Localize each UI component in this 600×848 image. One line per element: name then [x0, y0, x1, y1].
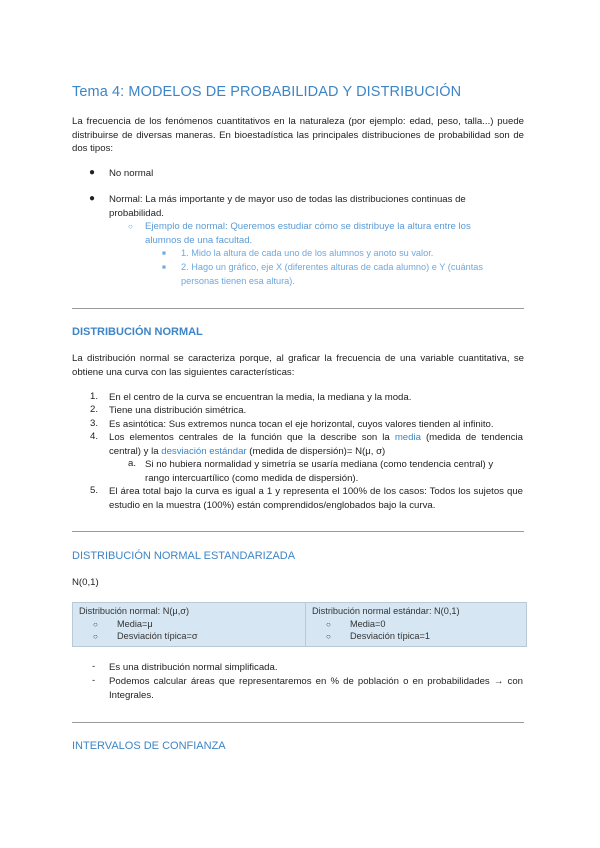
- circle-bullet-icon: ○: [326, 632, 331, 642]
- section-heading-standardized: DISTRIBUCIÓN NORMAL ESTANDARIZADA: [72, 550, 296, 562]
- example-step-1: 1. Mido la altura de cada uno de los alumnos y anoto su valor.: [181, 248, 434, 258]
- square-bullet-icon: ■: [162, 264, 166, 271]
- note-item: Es una distribución normal simplificada.: [109, 662, 278, 673]
- dash-bullet: -: [92, 661, 96, 672]
- list-number: 3.: [90, 418, 99, 429]
- comparison-table: [72, 602, 527, 647]
- divider: [72, 308, 524, 309]
- divider: [72, 531, 524, 532]
- list-number: 2.: [90, 404, 99, 415]
- list-number: 1.: [90, 391, 99, 402]
- sub-list-letter: a.: [128, 458, 137, 469]
- note-item: Podemos calcular áreas que representaremos en % de población o en probabilidades → con Integrales.: [109, 676, 523, 701]
- table-cell-normal: [73, 603, 306, 647]
- list-item: En el centro de la curva se encuentran la media, la mediana y la moda.: [109, 392, 412, 403]
- bullet-icon: ●: [89, 193, 96, 204]
- table-item: ○ Desviación típica=σ: [79, 630, 305, 643]
- table-title: Distribución normal estándar: N(0,1): [312, 606, 460, 616]
- list-item: Tiene una distribución simétrica.: [109, 405, 247, 416]
- divider: [72, 722, 524, 723]
- bullet-icon: ●: [89, 167, 96, 178]
- square-bullet-icon: ■: [162, 250, 166, 257]
- circle-bullet-icon: ○: [93, 619, 98, 629]
- notation: N(0,1): [72, 577, 99, 588]
- table-item: ○ Media=0: [312, 618, 526, 631]
- intro-paragraph: La frecuencia de los fenómenos cuantitativos en la naturaleza (por ejemplo: edad, peso, talla...) puede distribuirse de diversas maneras. En bioestadística las principales distribuciones de probabilidad son de dos tipos:: [72, 116, 524, 155]
- type-no-normal: No normal: [109, 168, 154, 179]
- page-title: Tema 4: MODELOS DE PROBABILIDAD Y DISTRIBUCIÓN: [72, 84, 462, 100]
- example-step-2: 2. Hago un gráfico, eje X (diferentes alturas de cada alumno) e Y (cuántas personas tienen esa altura).: [181, 262, 484, 286]
- table-item: ○ Media=μ: [79, 618, 305, 631]
- list-item: Es asintótica: Sus extremos nunca tocan el eje horizontal, cuyos valores tienden al infinito.: [109, 419, 494, 430]
- section-heading-ci: INTERVALOS DE CONFIANZA: [72, 740, 226, 752]
- type-normal: Normal: La más importante y de mayor uso de todas las distribuciones continuas de probabilidad.: [109, 194, 466, 219]
- list-number: 4.: [90, 431, 99, 442]
- circle-bullet-icon: ○: [93, 632, 98, 642]
- sub-list-item: Si no hubiera normalidad y simetría se usaría mediana (como tendencia central) y rango intercuartílico (como medida de dispersión).: [145, 459, 494, 484]
- list-number: 5.: [90, 485, 99, 496]
- circle-bullet-icon: ○: [326, 619, 331, 629]
- normal-intro: La distribución normal se caracteriza porque, al graficar la frecuencia de una variable cuantitativa, se obtiene una curva con las siguientes características:: [72, 353, 524, 378]
- section-heading-normal: DISTRIBUCIÓN NORMAL: [72, 326, 203, 338]
- table-title: Distribución normal: N(μ,σ): [79, 606, 190, 616]
- table-cell-standard: [306, 603, 527, 647]
- example-text: Ejemplo de normal: Queremos estudiar cómo se distribuye la altura entre los alumnos de una facultad.: [145, 221, 471, 246]
- desviacion-link[interactable]: desviación estándar: [161, 445, 247, 457]
- media-link[interactable]: media: [394, 432, 421, 443]
- circle-bullet-icon: ○: [128, 222, 133, 231]
- list-item: El área total bajo la curva es igual a 1 y representa el 100% de los casos: Todos los sujetos que estudio en la muestra (100%) están comprendidos/englobados bajo la curva.: [109, 486, 523, 511]
- list-item-central-elements: Los elementos centrales de la función que la describe son la media (medida de tendencia central) y la desviación estándar (medida de dispersión)= N(μ, σ): [109, 432, 523, 457]
- table-item: ○ Desviación típica=1: [312, 630, 526, 643]
- dash-bullet: -: [92, 675, 96, 686]
